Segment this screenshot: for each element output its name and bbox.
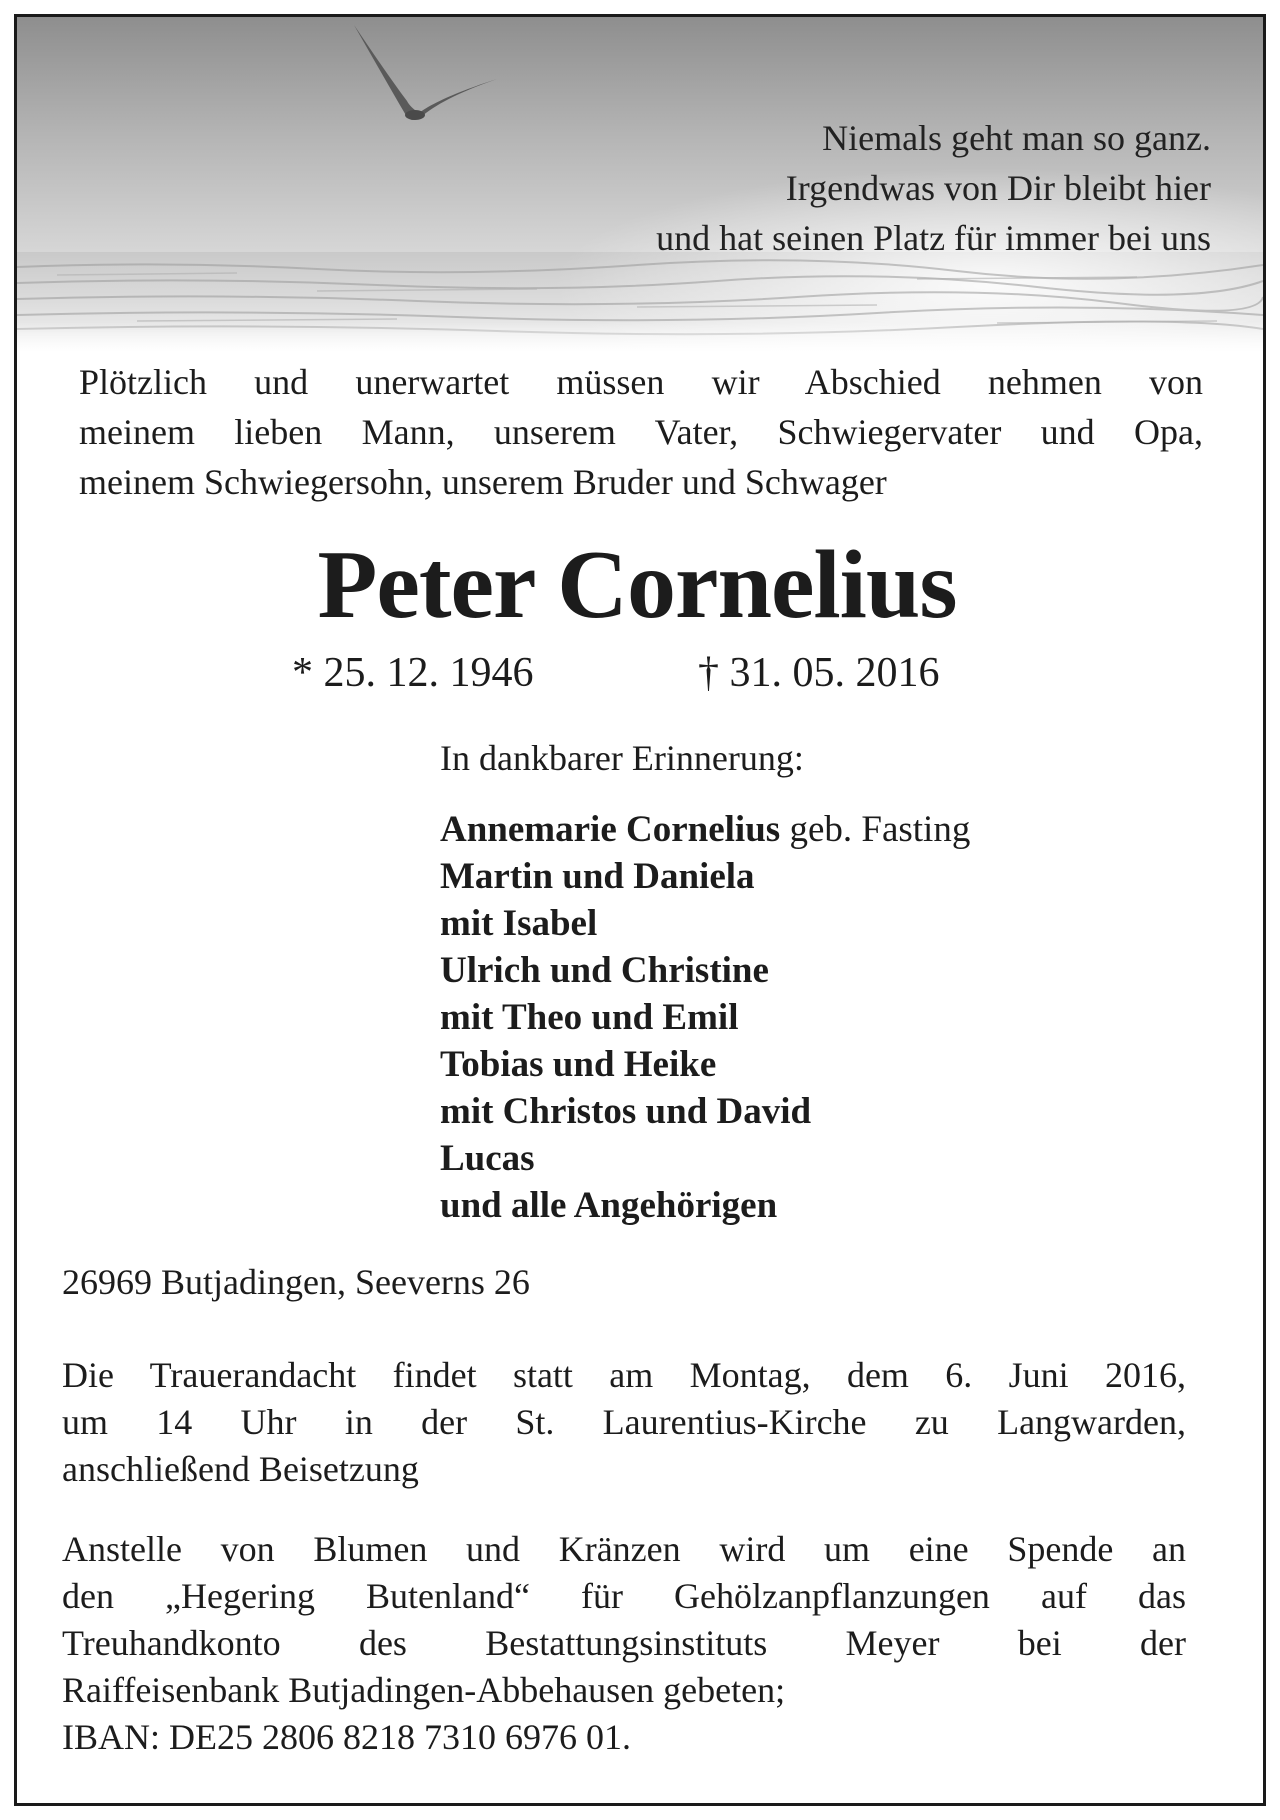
deceased-name: Peter Cornelius xyxy=(317,531,957,639)
verse-line: Niemals geht man so ganz. xyxy=(822,118,1211,158)
family-member: Ulrich und Christine xyxy=(440,950,769,991)
intro-line: meinem Schwiegersohn, unserem Bruder und Schwager xyxy=(79,462,887,502)
service-notice xyxy=(62,1352,1186,1493)
intro-line: meinem lieben Mann, unserem Vater, Schwiegervater und Opa, xyxy=(79,412,1203,452)
family-member: mit Isabel xyxy=(440,903,598,944)
donation-line: Raiffeisenbank Butjadingen-Abbehausen gebeten; xyxy=(62,1670,786,1710)
family-member: Annemarie Cornelius geb. Fasting xyxy=(440,809,971,850)
family-member: Martin und Daniela xyxy=(440,856,755,897)
iban: IBAN: DE25 2806 8218 7310 6976 01. xyxy=(62,1717,631,1757)
maiden-name: geb. Fasting xyxy=(780,809,971,850)
family-member: mit Christos und David xyxy=(440,1091,812,1132)
donation-line: den „Hegering Butenland“ für Gehölzanpflanzungen auf das xyxy=(62,1576,1186,1616)
death-date: † 31. 05. 2016 xyxy=(698,650,940,696)
service-line: anschließend Beisetzung xyxy=(62,1449,419,1489)
family-list xyxy=(440,806,970,1229)
address: 26969 Butjadingen, Seeverns 26 xyxy=(62,1262,530,1302)
service-line: Die Trauerandacht findet statt am Montag, dem 6. Juni 2016, xyxy=(62,1355,1186,1395)
service-line: um 14 Uhr in der St. Laurentius-Kirche zu Langwarden, xyxy=(62,1402,1186,1442)
family-member: Lucas xyxy=(440,1138,535,1179)
verse-line: und hat seinen Platz für immer bei uns xyxy=(656,218,1211,258)
family-member: Tobias und Heike xyxy=(440,1044,717,1085)
intro-line: Plötzlich und unerwartet müssen wir Abschied nehmen von xyxy=(79,362,1203,402)
sea-photo xyxy=(17,17,1263,352)
verse xyxy=(656,113,1211,263)
family-member: mit Theo und Emil xyxy=(440,997,739,1038)
birth-date: * 25. 12. 1946 xyxy=(292,650,534,696)
intro-text xyxy=(79,357,1203,507)
donation-line: Anstelle von Blumen und Kränzen wird um eine Spende an xyxy=(62,1529,1186,1569)
memory-heading: In dankbarer Erinnerung: xyxy=(440,738,804,778)
donation-notice xyxy=(62,1526,1186,1761)
family-member: und alle Angehörigen xyxy=(440,1185,778,1226)
donation-line: Treuhandkonto des Bestattungsinstituts Meyer bei der xyxy=(62,1623,1186,1663)
verse-line: Irgendwas von Dir bleibt hier xyxy=(785,168,1211,208)
